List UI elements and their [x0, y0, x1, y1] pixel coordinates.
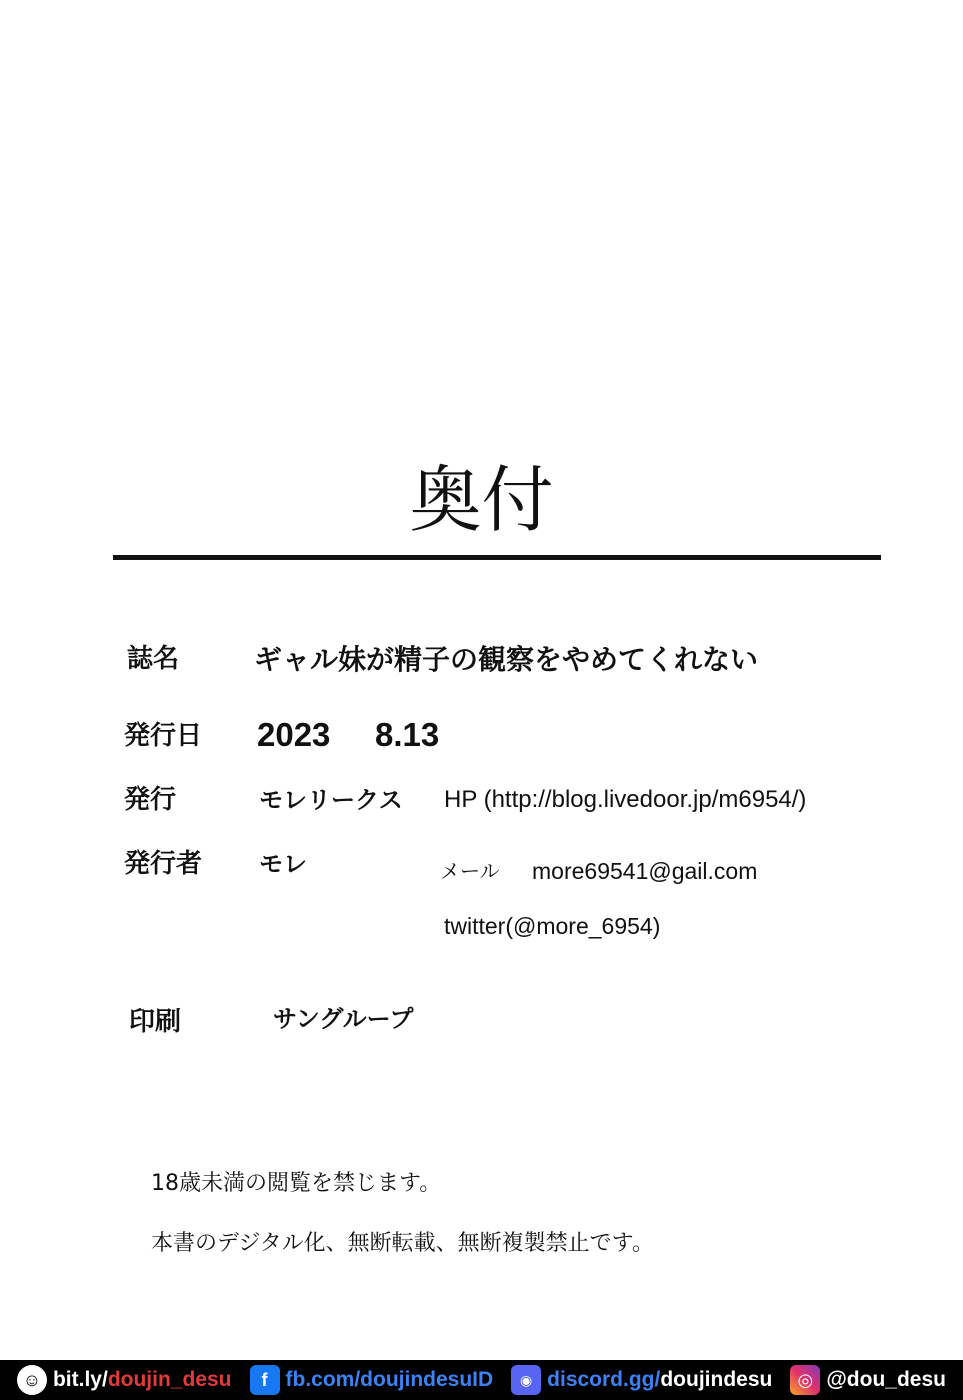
footer-bitly-link[interactable] — [17, 1365, 232, 1395]
footer-facebook-link[interactable] — [250, 1365, 494, 1395]
publisher-label: 発行 — [124, 785, 177, 815]
bitly-suffix: doujin_desu — [107, 1368, 232, 1391]
discord-prefix: discord.gg/ — [547, 1368, 661, 1391]
instagram-icon: ◎ — [790, 1365, 820, 1395]
footer-discord-link[interactable] — [511, 1365, 772, 1395]
instagram-text: @dou_desu — [826, 1368, 946, 1391]
twitter-handle-link[interactable]: twitter(@more_6954) — [444, 913, 661, 939]
mail-address-link[interactable]: more69541@gail.com — [532, 858, 758, 884]
discord-icon: ◉ — [511, 1365, 541, 1395]
magazine-label: 誌名 — [127, 644, 180, 674]
date-monthday: 8.13 — [375, 716, 440, 753]
author-label: 発行者 — [124, 849, 203, 879]
date-label: 発行日 — [124, 721, 203, 751]
copyright-note: 本書のデジタル化、無断転載、無断複製禁止です。 — [151, 1231, 654, 1256]
printer-label: 印刷 — [129, 1007, 182, 1037]
magazine-value: ギャル妹が精子の観察をやめてくれない — [254, 643, 759, 676]
page-title: 奥付 — [409, 458, 554, 542]
author-name: モレ — [259, 850, 307, 878]
publisher-homepage-link[interactable]: HP (http://blog.livedoor.jp/m6954/) — [444, 786, 807, 813]
facebook-text: fb.com/doujindesuID — [285, 1368, 494, 1391]
age-restriction-note: 18歳未満の閲覧を禁じます。 — [151, 1171, 442, 1196]
footer-bar — [0, 1360, 963, 1400]
printer-name: サングループ — [273, 1005, 414, 1033]
date-year: 2023 — [257, 716, 331, 753]
title-divider — [113, 555, 881, 560]
footer-instagram-link[interactable] — [790, 1365, 946, 1395]
bitly-prefix: bit.ly/ — [52, 1368, 108, 1391]
mascot-icon: ☺ — [17, 1365, 47, 1395]
discord-suffix: doujindesu — [660, 1368, 773, 1391]
facebook-icon: f — [250, 1365, 280, 1395]
publisher-name: モレリークス — [259, 786, 403, 814]
mail-label: メール — [440, 861, 500, 883]
